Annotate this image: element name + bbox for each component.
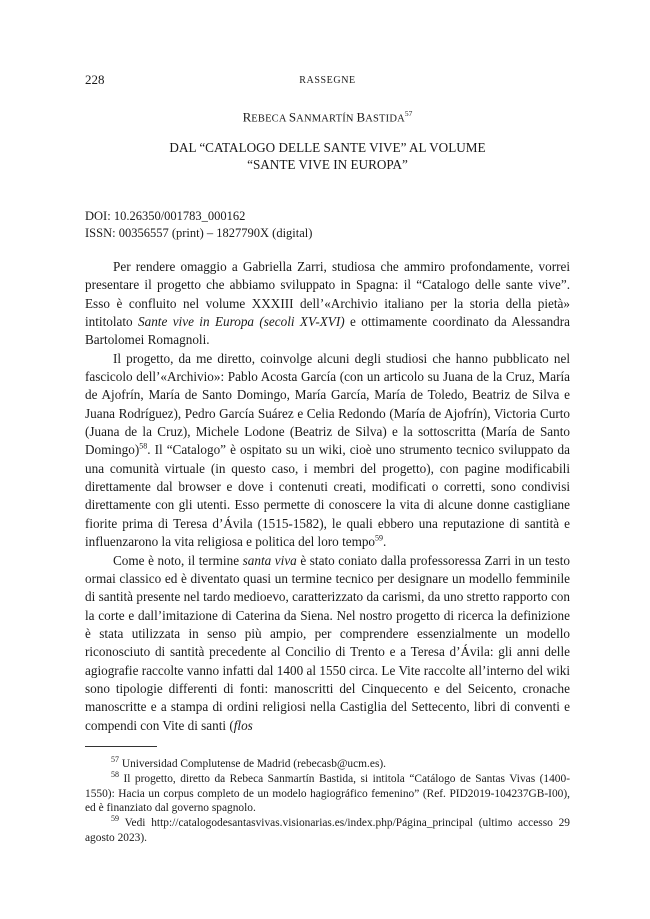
footnote-text: Universidad Complutense de Madrid (rebecasb@ucm.es). [119,758,387,770]
italic-term: santa viva [242,552,297,568]
italic-term: flos [233,717,253,733]
author-line [85,109,570,125]
footnote-separator [85,746,157,747]
title-line-2: “SANTE VIVE IN EUROPA” [247,156,408,172]
text-run: . [383,534,387,550]
section-name: RASSEGNE [299,75,356,86]
page-number: 228 [85,72,105,87]
footnote-ref: 58 [139,442,148,452]
text-run: Come è noto, il termine [113,552,243,568]
footnote-text: Il progetto, diretto da Rebeca Sanmartín Bastida, si intitola “Catálogo de Santas Vivas (1400-1550): Hacia un corpus completo de un modelo hagiográfico femenino” (Ref. PID2019-104237GB-I00), ed è finanziato dal governo spagnolo. [85,772,570,815]
author-name-part: ANMARTÍN [296,113,357,125]
doi: DOI: 10.26350/001783_000162 [85,209,246,223]
footnote-59 [85,816,570,846]
text-run: Il progetto, da me diretto, coinvolge alcuni degli studiosi che hanno pubblicato nel fascicolo dell’«Archivio»: Pablo Acosta García (con un articolo su Juana de la Cruz, María de Ajofrín, María de Santo Domingo, María García, María de Toledo, Beatriz de Silva e Juana Rodríguez), Pedro García Suárez e Celia Redondo (María de Ajofrín), Victoria Curto (Juana de la Cruz), Michele Lodone (Beatriz de Silva) e la sottoscritta (María de Santo Domingo) [85,350,570,458]
author-initial: R [242,109,252,125]
footnote-text: Vedi http://catalogodesantasvivas.visionarias.es/index.php/Página_principal (ultimo accesso 29 agosto 2023). [85,817,570,844]
paragraph-1 [85,258,570,350]
title-line-1: DAL “CATALOGO DELLE SANTE VIVE” AL VOLUME [169,140,486,155]
author-initial: B [356,109,366,125]
issn: ISSN: 00356557 (print) – 1827790X (digital) [85,225,313,240]
footnote-57 [85,757,570,772]
running-header [85,72,570,88]
footnote-number: 59 [111,814,119,824]
footnotes [85,757,570,846]
footnote-number: 57 [111,755,119,765]
author-name-part: ASTIDA [365,113,405,125]
paragraph-2 [85,350,570,552]
body-text [85,258,570,735]
italic-title: Sante vive in Europa (secoli XV-XVI) [138,314,345,330]
article-title [85,140,570,173]
text-run: Per rendere omaggio a Gabriella Zarri, studiosa che ammiro profondamente, vorrei presentare il progetto che abbiamo sviluppato in Spagna: il “Catalogo delle sante vive”. Esso è confluito nel volume XXXIII dell’«Archivio italiano per la storia della pietà» intitolato [85,259,570,330]
paragraph-3 [85,552,570,735]
footnote-58 [85,772,570,816]
footnote-number: 58 [111,770,119,779]
text-run: è stato coniato dalla professoressa Zarri in un testo ormai classico ed è diventato quasi un termine tecnico per designare un modello femminile di santità presente nel tardo medioevo, caratterizzato da carismi, da uno stretto rapporto con la corte e dall’imitazione di Caterina da Siena. Nel nostro progetto di ricerca la definizione è stata utilizzata in senso più ampio, per comprendere essenzialmente un modello riconosciuto di santità precedente al Concilio di Trento e a Teresa d’Ávila: gli anni delle agiografie raccolte vanno infatti dal 1400 al 1550 circa. Le Vite raccolte all’interno del wiki sono tipologie differenti di fonti: manoscritti del Cinquecento e del Seicento, cronache manoscritte e a stampa di ordini religiosi nella Castiglia del Settecento, libri di conventi e compendi con Vite di santi ( [85,552,571,733]
author-initial: S [288,109,297,125]
text-run: e ottimamente coordinato da Alessandra Bartolomei Romagnoli. [85,314,570,348]
identifiers [85,208,570,241]
text-run: . Il “Catalogo” è ospitato su un wiki, cioè uno strumento tecnico sviluppato da una comunità virtuale (in questo caso, i membri del progetto), con pagine modificabili direttamente dal browser e dove i contenuti creati, modificati o corretti, sono condivisi direttamente con gli utenti. Esso permette di conoscere la vita di alcune donne castigliane fiorite prima di Teresa d’Ávila (1515-1582), le quali ebbero una reputazione di santità e influenzarono la vita religiosa e politica del loro tempo [85,442,570,550]
footnote-ref: 57 [404,109,413,118]
author-name-part: EBECA [251,113,289,125]
footnote-ref: 59 [375,533,384,543]
